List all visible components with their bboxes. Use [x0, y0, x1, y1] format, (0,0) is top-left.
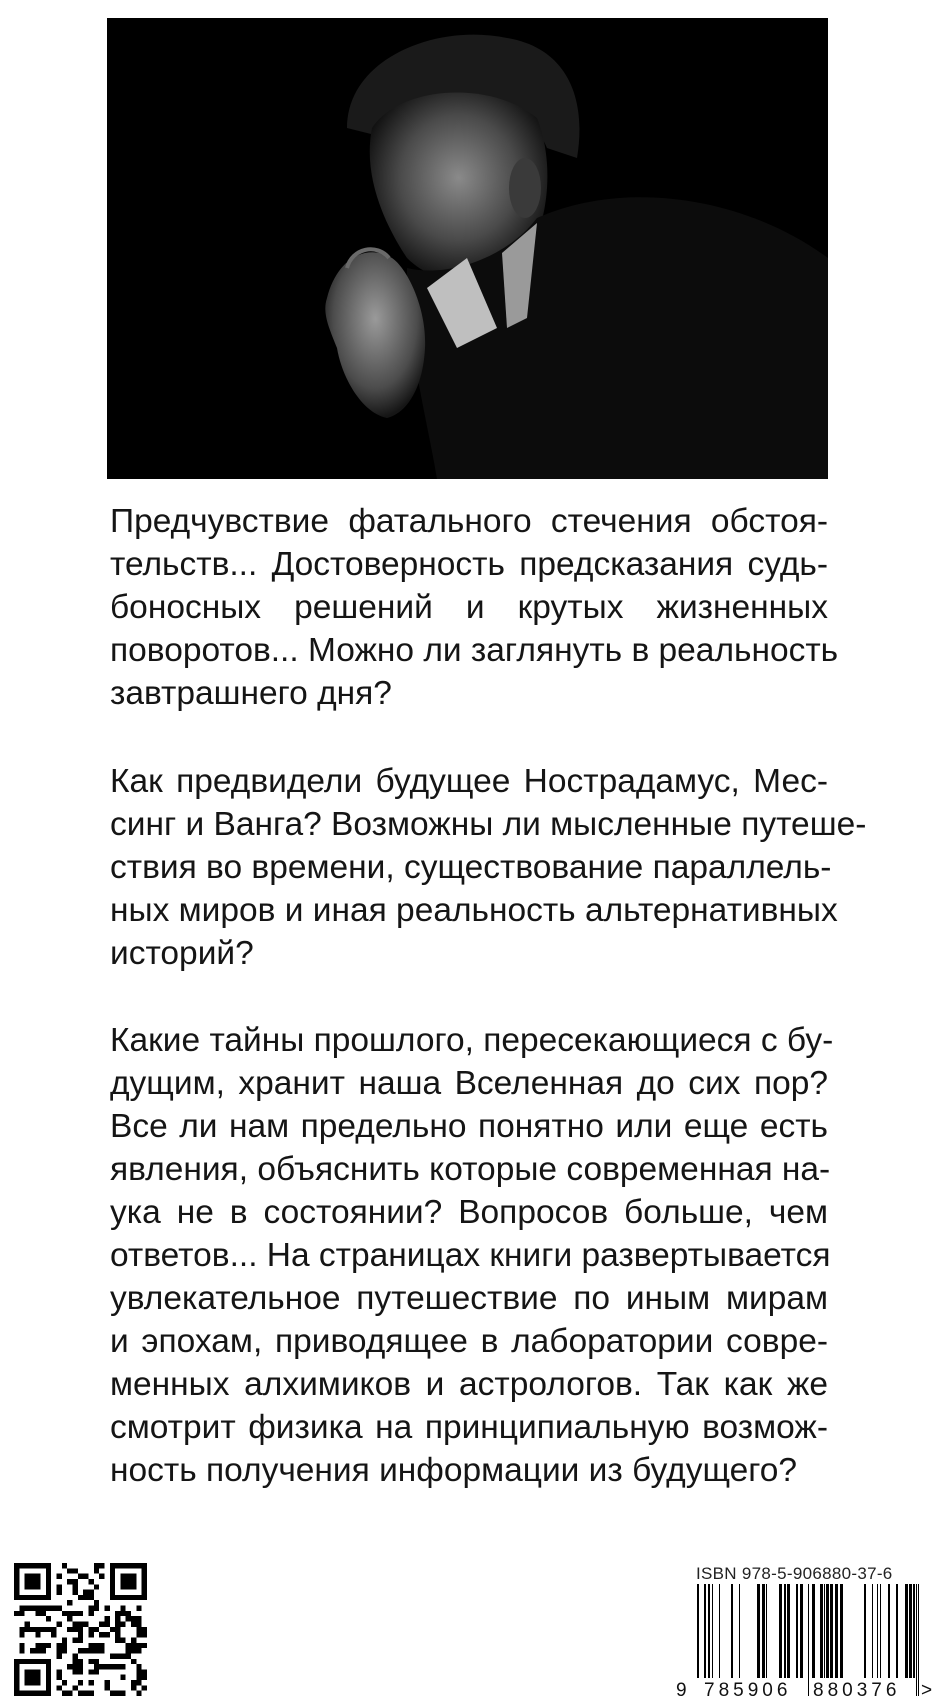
paragraph-line: боносных решений и крутых жизненных	[110, 589, 828, 626]
paragraph-line: Как предвидели будущее Нострадамус, Мес-	[110, 763, 828, 800]
paragraph-2	[110, 760, 867, 975]
paragraph-line: синг и Ванга? Возможны ли мысленные путеше-	[110, 806, 867, 843]
paragraph-line: историй?	[110, 935, 254, 972]
cover-photo	[107, 18, 828, 479]
paragraph-line: явления, объяснить которые современная на-	[110, 1151, 831, 1188]
barcode-first-digit: 9	[676, 1680, 687, 1701]
paragraph-line: ответов... На страницах книги развертывается	[110, 1237, 831, 1274]
paragraph-1	[110, 500, 839, 715]
qr-code[interactable]	[14, 1563, 147, 1696]
paragraph-line: Какие тайны прошлого, пересекающиеся с бу-	[110, 1022, 834, 1059]
paragraph-line: ука не в состоянии? Вопросов больше, чем	[110, 1194, 828, 1231]
barcode-right-digits: 880376	[813, 1680, 901, 1701]
paragraph-3	[110, 1019, 834, 1492]
paragraph-line: дущим, хранит наша Вселенная до сих пор?	[110, 1065, 828, 1102]
paragraph-line: ствия во времени, существование параллель-	[110, 849, 832, 886]
barcode-arrow: >	[921, 1680, 933, 1701]
isbn-label: ISBN 978-5-906880-37-6	[696, 1564, 893, 1583]
portrait-photo	[107, 18, 828, 479]
paragraph-line: и эпохам, приводящее в лаборатории совре-	[110, 1323, 828, 1360]
paragraph-line: ных миров и иная реальность альтернативных	[110, 892, 838, 929]
paragraph-line: увлекательное путешествие по иным мирам	[110, 1280, 828, 1317]
paragraph-line: Все ли нам предельно понятно или еще есть	[110, 1108, 828, 1145]
barcode-left-digits: 785906	[704, 1680, 792, 1701]
paragraph-line: менных алхимиков и астрологов. Так как же	[110, 1366, 828, 1403]
paragraph-line: смотрит физика на принципиальную возмож-	[110, 1409, 828, 1446]
paragraph-line: тельств... Достоверность предсказания судь-	[110, 546, 828, 583]
paragraph-line: поворотов... Можно ли заглянуть в реальность	[110, 632, 839, 669]
paragraph-line: Предчувствие фатального стечения обстоя-	[110, 503, 828, 540]
qr-code-icon	[14, 1563, 147, 1696]
paragraph-line: завтрашнего дня?	[110, 675, 392, 712]
paragraph-line: ность получения информации из будущего?	[110, 1452, 798, 1489]
